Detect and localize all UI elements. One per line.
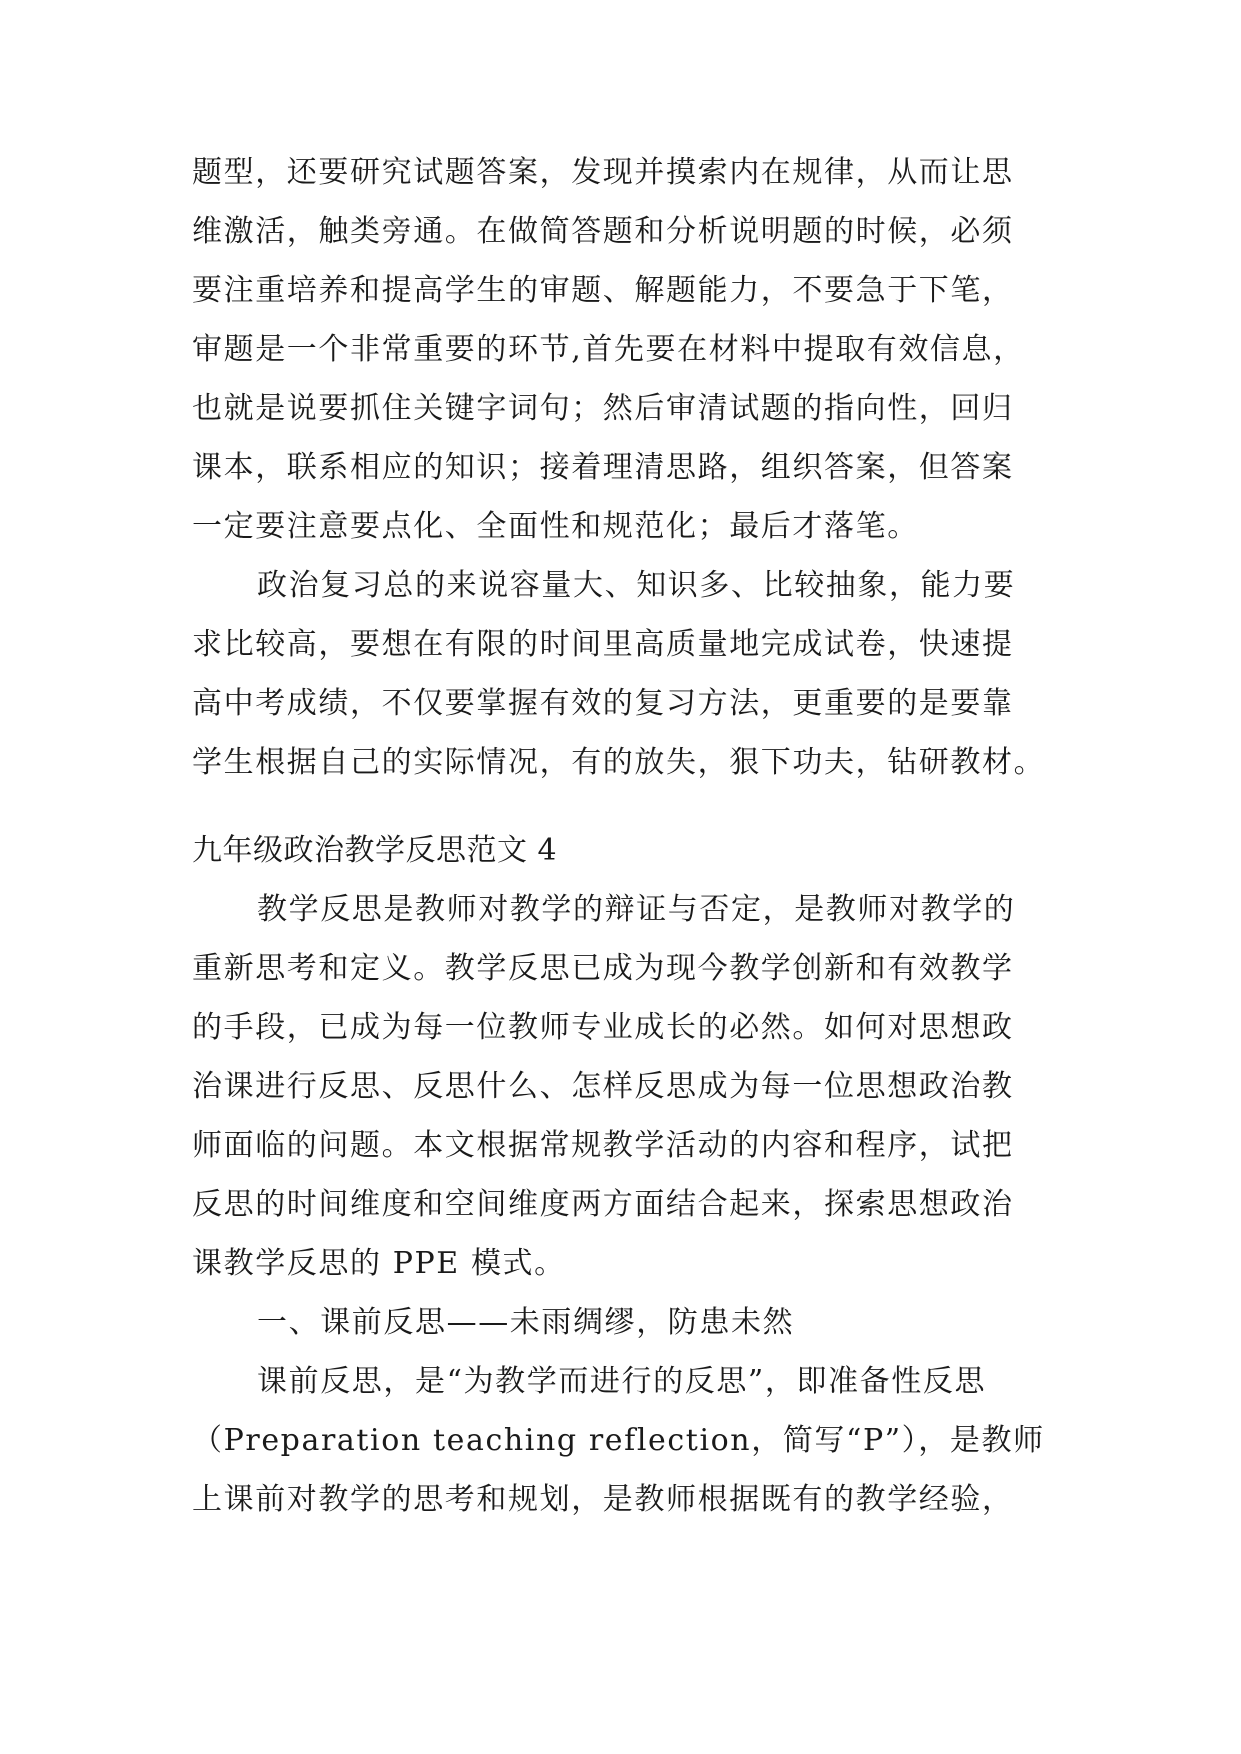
paragraph-line: 治课进行反思、反思什么、怎样反思成为每一位思想政治教 xyxy=(192,1069,1014,1104)
paragraph-line: 重新思考和定义。教学反思已成为现今教学创新和有效教学 xyxy=(192,951,1014,986)
paragraph-line: 反思的时间维度和空间维度两方面结合起来，探索思想政治 xyxy=(192,1187,1014,1222)
paragraph-line: 一定要注意要点化、全面性和规范化；最后才落笔。 xyxy=(192,509,919,544)
paragraph-line: 题型，还要研究试题答案，发现并摸索内在规律，从而让思 xyxy=(192,155,1014,190)
paragraph-line: 教学反思是教师对教学的辩证与否定，是教师对教学的 xyxy=(257,892,1016,927)
section-heading: 九年级政治教学反思范文 4 xyxy=(192,833,558,868)
paragraph-line: 课教学反思的 PPE 模式。 xyxy=(192,1246,566,1281)
paragraph-line: 求比较高，要想在有限的时间里高质量地完成试卷，快速提 xyxy=(192,627,1014,662)
paragraph-line: 审题是一个非常重要的环节,首先要在材料中提取有效信息， xyxy=(192,332,1025,367)
subsection-heading: 一、课前反思——未雨绸缪，防患未然 xyxy=(257,1305,795,1340)
paragraph-line: 上课前对教学的思考和规划，是教师根据既有的教学经验， xyxy=(192,1482,1014,1517)
paragraph-line: 的手段，已成为每一位教师专业成长的必然。如何对思想政 xyxy=(192,1010,1014,1045)
paragraph-line: 课前反思，是“为教学而进行的反思”，即准备性反思 xyxy=(257,1364,987,1399)
paragraph-line: 课本，联系相应的知识；接着理清思路，组织答案，但答案 xyxy=(192,450,1014,485)
paragraph-line: 政治复习总的来说容量大、知识多、比较抽象，能力要 xyxy=(257,568,1016,603)
paragraph-line: 也就是说要抓住关键字词句；然后审清试题的指向性，回归 xyxy=(192,391,1014,426)
paragraph-line: 高中考成绩，不仅要掌握有效的复习方法，更重要的是要靠 xyxy=(192,686,1014,721)
paragraph-line: 要注重培养和提高学生的审题、解题能力，不要急于下笔， xyxy=(192,273,1014,308)
paragraph-line: 学生根据自己的实际情况，有的放失，狠下功夫，钻研教材。 xyxy=(192,745,1046,780)
paragraph-line: （Preparation teaching reflection，简写“P”），是教师 xyxy=(192,1423,1045,1458)
paragraph-line: 师面临的问题。本文根据常规教学活动的内容和程序，试把 xyxy=(192,1128,1014,1163)
paragraph-line: 维激活，触类旁通。在做简答题和分析说明题的时候，必须 xyxy=(192,214,1014,249)
